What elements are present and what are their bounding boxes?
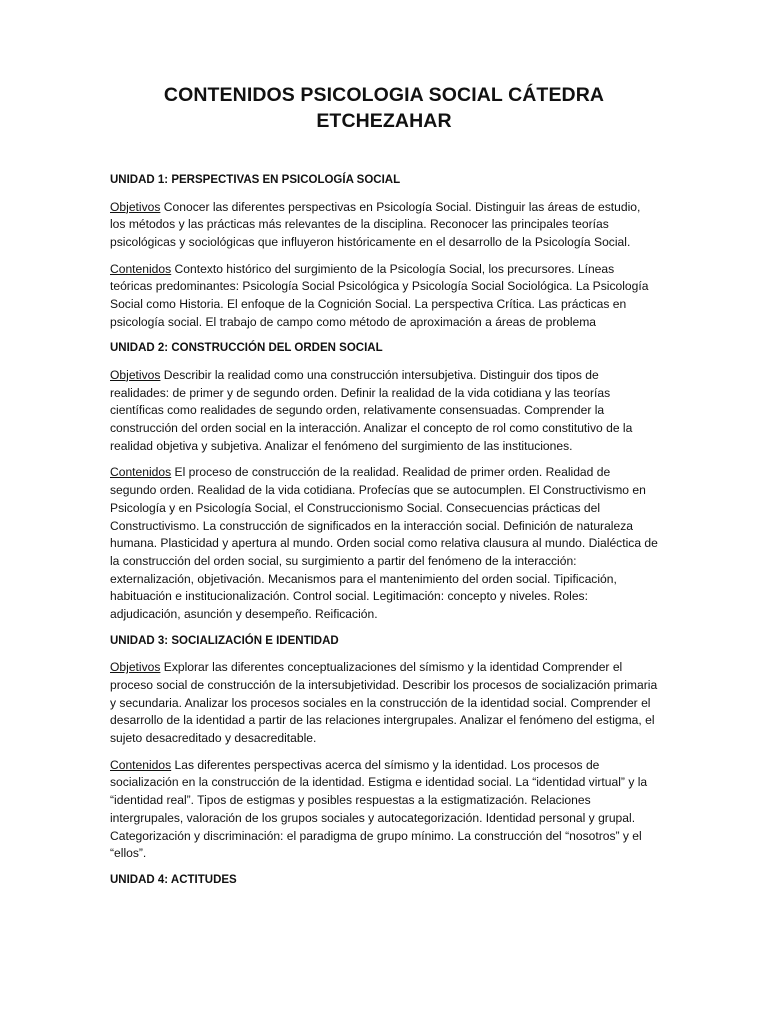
contenidos-label: Contenidos <box>110 261 172 276</box>
unit-4-heading: UNIDAD 4: ACTITUDES <box>110 874 237 886</box>
unit-1-section <box>110 172 658 331</box>
objetivos-label: Objetivos <box>110 199 161 214</box>
contenidos-text: Las diferentes perspectivas acerca del símismo y la identidad. Los procesos de socialización en la construcción de la identidad. Estigma e identidad social. La “identidad virtual” y la “identidad real”. Tipos de estigmas y posibles respuestas a la estigmatización. Relaciones intergrupales, valoración de los grupos sociales y autocategorización. Identidad personal y grupal. Categorización y discriminación: el paradigma de grupo mínimo. La construcción del “nosotros” y el “ellos”. <box>110 757 648 861</box>
contenidos-label: Contenidos <box>110 757 172 772</box>
unit-3-section <box>110 633 658 863</box>
unit-4-section <box>110 872 658 890</box>
unit-3-objetivos <box>110 659 658 748</box>
objetivos-text: Conocer las diferentes perspectivas en Psicología Social. Distinguir las áreas de estudio, los métodos y las prácticas más relevantes de la disciplina. Reconocer las principales teorías psicológicas y sociológicas que influyeron históricamente en el desarrollo de la Psicología Social. <box>110 199 641 249</box>
contenidos-label: Contenidos <box>110 465 172 480</box>
objetivos-text: Describir la realidad como una construcción intersubjetiva. Distinguir dos tipos de realidades: de primer y de segundo orden. Definir la realidad de la vida cotidiana y las teorías científicas como realidades de segundo orden, relativamente consensuadas. Comprender la construcción del orden social en la interacción. Analizar el concepto de rol como constitutivo de la realidad objetiva y subjetiva. Analizar el fenómeno del surgimiento de las instituciones. <box>110 367 633 453</box>
objetivos-text: Explorar las diferentes conceptualizaciones del símismo y la identidad Comprender el proceso social de construcción de la intersubjetividad. Describir los procesos de socialización primaria y secundaria. Analizar los procesos sociales en la construcción de la identidad social. Comprender el desarrollo de la identidad a partir de las relaciones intergrupales. Analizar el fenómeno del estigma, el sujeto desacreditado y desacreditable. <box>110 660 658 746</box>
unit-2-contenidos <box>110 464 658 623</box>
unit-2-heading: UNIDAD 2: CONSTRUCCIÓN DEL ORDEN SOCIAL <box>110 342 383 355</box>
unit-3-heading: UNIDAD 3: SOCIALIZACIÓN E IDENTIDAD <box>110 634 339 647</box>
contenidos-text: Contexto histórico del surgimiento de la Psicología Social, los precursores. Líneas teóricas predominantes: Psicología Social Psicológica y Psicología Social Sociológica. La Psicología Social como Historia. El enfoque de la Cognición Social. La perspectiva Crítica. Las prácticas en psicología social. El trabajo de campo como método de aproximación a áreas de problema <box>110 261 649 329</box>
document-title: CONTENIDOS PSICOLOGIA SOCIAL CÁTEDRA ETCHEZAHAR <box>163 84 605 132</box>
unit-2-section <box>110 340 658 623</box>
objetivos-label: Objetivos <box>110 660 161 675</box>
unit-2-objetivos <box>110 367 658 456</box>
unit-1-heading: UNIDAD 1: PERSPECTIVAS EN PSICOLOGÍA SOCIAL <box>110 174 401 186</box>
unit-1-objetivos <box>110 199 658 252</box>
unit-1-contenidos <box>110 261 658 332</box>
objetivos-label: Objetivos <box>110 367 161 382</box>
contenidos-text: El proceso de construcción de la realidad. Realidad de primer orden. Realidad de segundo orden. Realidad de la vida cotidiana. Profecías que se autocumplen. El Constructivismo en Psicología y en Psicología Social, el Construccionismo Social. Consecuencias prácticas del Constructivismo. La construcción de significados en la interacción social. Definición de naturaleza humana. Plasticidad y apertura al mundo. Orden social como relativa clausura al mundo. Dialéctica de la construcción del orden social, su surgimiento a partir del fenómeno de la interacción: externalización, objetivación. Mecanismos para el mantenimiento del orden social. Tipificación, habituación e institucionalización. Control social. Legitimación: concepto y niveles. Roles: adjudicación, asunción y desempeño. Reificación. <box>110 465 658 622</box>
unit-3-contenidos <box>110 757 658 863</box>
